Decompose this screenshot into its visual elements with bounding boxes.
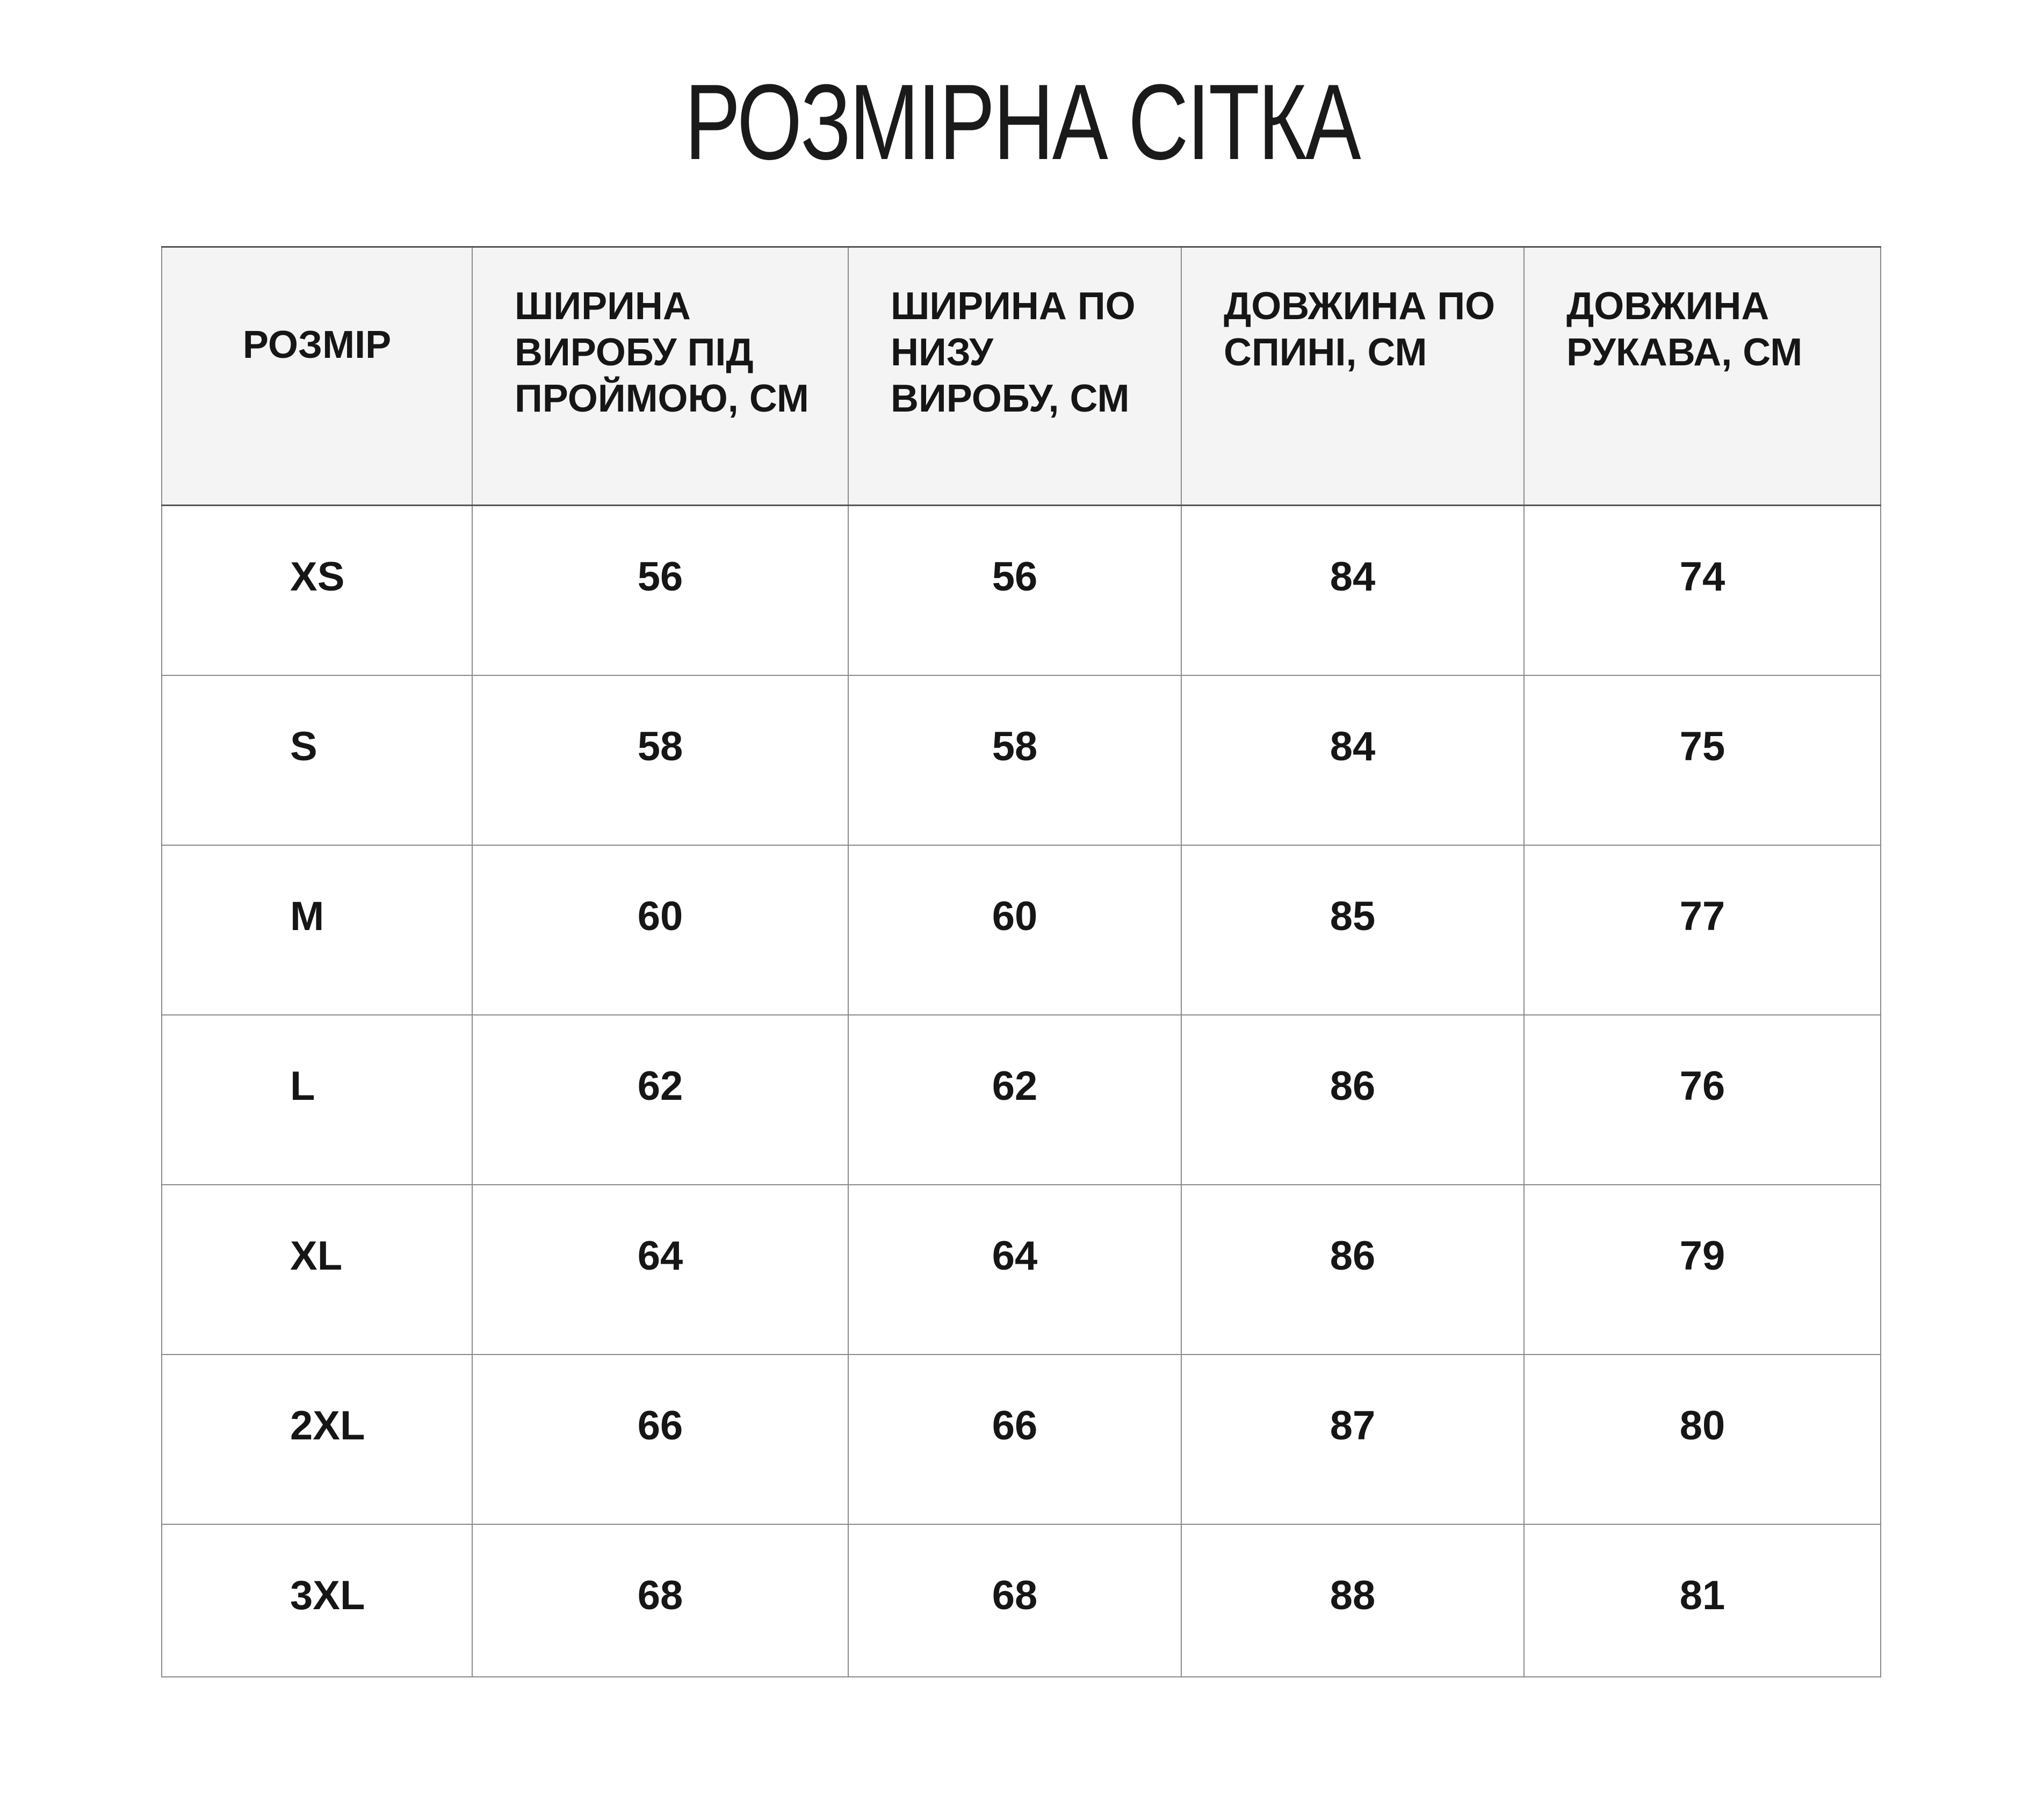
width-armhole-value: 62	[637, 1063, 683, 1109]
width-hem-cell	[848, 1524, 1181, 1677]
sleeve-length-cell	[1524, 845, 1881, 1015]
table-row	[162, 1355, 1881, 1524]
back-length-cell	[1181, 506, 1524, 676]
sleeve-length-cell	[1524, 675, 1881, 845]
width-armhole-value: 58	[637, 724, 683, 769]
width-armhole-cell	[472, 1524, 848, 1677]
back-length-cell	[1181, 1355, 1524, 1524]
header-sleeve-length-label: ДОВЖИНА РУКАВА, СМ	[1566, 285, 1803, 374]
sleeve-length-value: 74	[1679, 554, 1725, 600]
width-armhole-value: 56	[637, 554, 683, 600]
size-cell	[162, 845, 472, 1015]
back-length-cell	[1181, 1015, 1524, 1185]
size-value: L	[290, 1063, 315, 1109]
size-cell	[162, 1355, 472, 1524]
size-cell	[162, 1015, 472, 1185]
page-title: РОЗМІРНА СІТКА	[684, 62, 1360, 182]
width-armhole-cell	[472, 845, 848, 1015]
table-row	[162, 1185, 1881, 1355]
header-back-length-label: ДОВЖИНА ПО СПИНІ, СМ	[1224, 285, 1496, 374]
sleeve-length-value: 77	[1679, 894, 1725, 939]
header-size	[162, 247, 472, 506]
width-hem-value: 58	[992, 724, 1038, 769]
width-armhole-value: 66	[637, 1403, 683, 1449]
header-size-label: РОЗМІР	[242, 323, 392, 366]
size-value: XL	[290, 1233, 343, 1279]
width-hem-value: 64	[992, 1233, 1038, 1279]
size-value: 2XL	[290, 1403, 365, 1449]
header-row	[162, 247, 1881, 506]
width-hem-cell	[848, 1015, 1181, 1185]
sleeve-length-value: 80	[1679, 1403, 1725, 1449]
back-length-cell	[1181, 845, 1524, 1015]
table-row	[162, 675, 1881, 845]
width-armhole-value: 64	[637, 1233, 683, 1279]
size-cell	[162, 675, 472, 845]
back-length-value: 86	[1330, 1063, 1376, 1109]
width-hem-value: 56	[992, 554, 1038, 600]
width-armhole-cell	[472, 1355, 848, 1524]
back-length-value: 88	[1330, 1573, 1376, 1618]
width-hem-value: 60	[992, 894, 1038, 939]
sleeve-length-cell	[1524, 506, 1881, 676]
header-width-hem	[848, 247, 1181, 506]
width-hem-cell	[848, 845, 1181, 1015]
size-cell	[162, 1524, 472, 1677]
width-armhole-cell	[472, 1015, 848, 1185]
sleeve-length-cell	[1524, 1524, 1881, 1677]
width-hem-value: 68	[992, 1573, 1038, 1618]
width-armhole-value: 60	[637, 894, 683, 939]
back-length-value: 84	[1330, 724, 1376, 769]
sleeve-length-value: 76	[1679, 1063, 1725, 1109]
sleeve-length-value: 75	[1679, 724, 1725, 769]
table-row	[162, 1524, 1881, 1677]
sleeve-length-value: 81	[1679, 1573, 1725, 1618]
header-sleeve-length	[1524, 247, 1881, 506]
size-value: 3XL	[290, 1573, 365, 1618]
header-back-length	[1181, 247, 1524, 506]
back-length-cell	[1181, 1524, 1524, 1677]
sleeve-length-cell	[1524, 1015, 1881, 1185]
table-row	[162, 506, 1881, 676]
header-width-armhole	[472, 247, 848, 506]
width-hem-cell	[848, 1185, 1181, 1355]
table-row	[162, 845, 1881, 1015]
sleeve-length-cell	[1524, 1185, 1881, 1355]
header-width-hem-label: ШИРИНА ПО НИЗУ ВИРОБУ, СМ	[891, 285, 1136, 420]
back-length-value: 87	[1330, 1403, 1376, 1449]
width-hem-value: 62	[992, 1063, 1038, 1109]
back-length-cell	[1181, 675, 1524, 845]
size-chart-table	[161, 246, 1881, 1677]
width-armhole-cell	[472, 1185, 848, 1355]
width-hem-cell	[848, 506, 1181, 676]
back-length-value: 86	[1330, 1233, 1376, 1279]
width-armhole-cell	[472, 506, 848, 676]
size-cell	[162, 1185, 472, 1355]
width-hem-cell	[848, 675, 1181, 845]
sleeve-length-value: 79	[1679, 1233, 1725, 1279]
header-width-armhole-label: ШИРИНА ВИРОБУ ПІД ПРОЙМОЮ, СМ	[515, 285, 809, 420]
size-value: XS	[290, 554, 345, 600]
size-value: S	[290, 724, 317, 769]
back-length-value: 85	[1330, 894, 1376, 939]
back-length-cell	[1181, 1185, 1524, 1355]
width-armhole-value: 68	[637, 1573, 683, 1618]
sleeve-length-cell	[1524, 1355, 1881, 1524]
width-armhole-cell	[472, 675, 848, 845]
width-hem-cell	[848, 1355, 1181, 1524]
back-length-value: 84	[1330, 554, 1376, 600]
size-value: M	[290, 894, 324, 939]
size-cell	[162, 506, 472, 676]
width-hem-value: 66	[992, 1403, 1038, 1449]
table-row	[162, 1015, 1881, 1185]
